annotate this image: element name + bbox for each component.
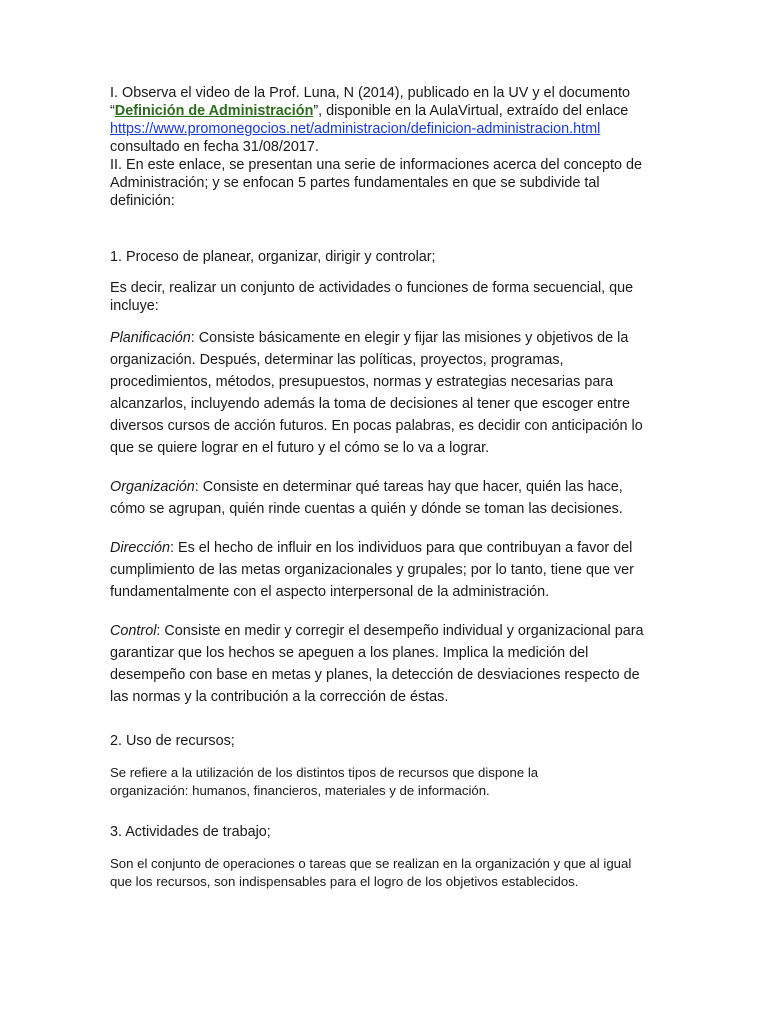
section3-heading: 3. Actividades de trabajo; <box>110 824 271 840</box>
intro-consulted: consultado en fecha 31/08/2017. <box>110 139 319 155</box>
document-page <box>110 84 670 891</box>
item-organizacion <box>110 476 650 520</box>
intro-line1: I. Observa el video de la Prof. Luna, N (2014), publicado en la UV y el documento <box>110 85 630 101</box>
section2-heading: 2. Uso de recursos; <box>110 733 235 749</box>
intro-part2: II. En este enlace, se presentan una serie de informaciones acerca del concepto de Administración; y se enfocan 5 partes fundamentales en que se subdivide tal definición: <box>110 157 642 209</box>
text-planificacion: : Consiste básicamente en elegir y fijar las misiones y objetivos de la organización. Después, determinar las políticas, proyectos, programas, procedimientos, métodos, presupuestos, normas y estrategias necesarias para alcanzarlos, incluyendo además la toma de decisiones al tener que escoger entre diversos cursos de acción futuros. En pocas palabras, es decidir con anticipación lo que se quiere lograr en el futuro y el cómo se lo va a lograr. <box>110 330 643 456</box>
intro-after-title: ”, disponible en la AulaVirtual, extraído del enlace <box>313 103 629 119</box>
item-planificacion <box>110 327 650 459</box>
term-organizacion: Organización <box>110 479 195 495</box>
text-control: : Consiste en medir y corregir el desempeño individual y organizacional para garantizar que los hechos se apeguen a los planes. Implica la medición del desempeño con base en metas y planes, la detección de desviaciones respecto de las normas y la contribución a la corrección de éstas. <box>110 623 644 705</box>
item-control <box>110 620 660 708</box>
text-organizacion: : Consiste en determinar qué tareas hay que hacer, quién las hace, cómo se agrupan, quién rinde cuentas a quién y dónde se toman las decisiones. <box>110 479 623 517</box>
section1-lead: Es decir, realizar un conjunto de actividades o funciones de forma secuencial, que incluye: <box>110 280 634 314</box>
item-direccion <box>110 537 655 603</box>
intro-paragraph <box>110 84 655 156</box>
section2-text: Se refiere a la utilización de los distintos tipos de recursos que dispone la organización: humanos, financieros, materiales y de información. <box>110 765 539 798</box>
term-control: Control <box>110 623 157 639</box>
section1-heading: 1. Proceso de planear, organizar, dirigir y controlar; <box>110 249 436 265</box>
section3-text: Son el conjunto de operaciones o tareas que se realizan en la organización y que al igual que los recursos, son indispensables para el logro de los objetivos establecidos. <box>110 856 632 889</box>
source-url-link[interactable]: https://www.promonegocios.net/administracion/definicion-administracion.html <box>110 121 601 137</box>
quote-open: “ <box>110 103 115 119</box>
document-title-link[interactable]: Definición de Administración <box>114 103 314 119</box>
term-planificacion: Planificación <box>110 330 191 346</box>
term-direccion: Dirección <box>110 540 170 556</box>
text-direccion: : Es el hecho de influir en los individuos para que contribuyan a favor del cumplimiento de las metas organizacionales y grupales; por lo tanto, tiene que ver fundamentalmente con el aspecto interpersonal de la administración. <box>110 540 634 600</box>
